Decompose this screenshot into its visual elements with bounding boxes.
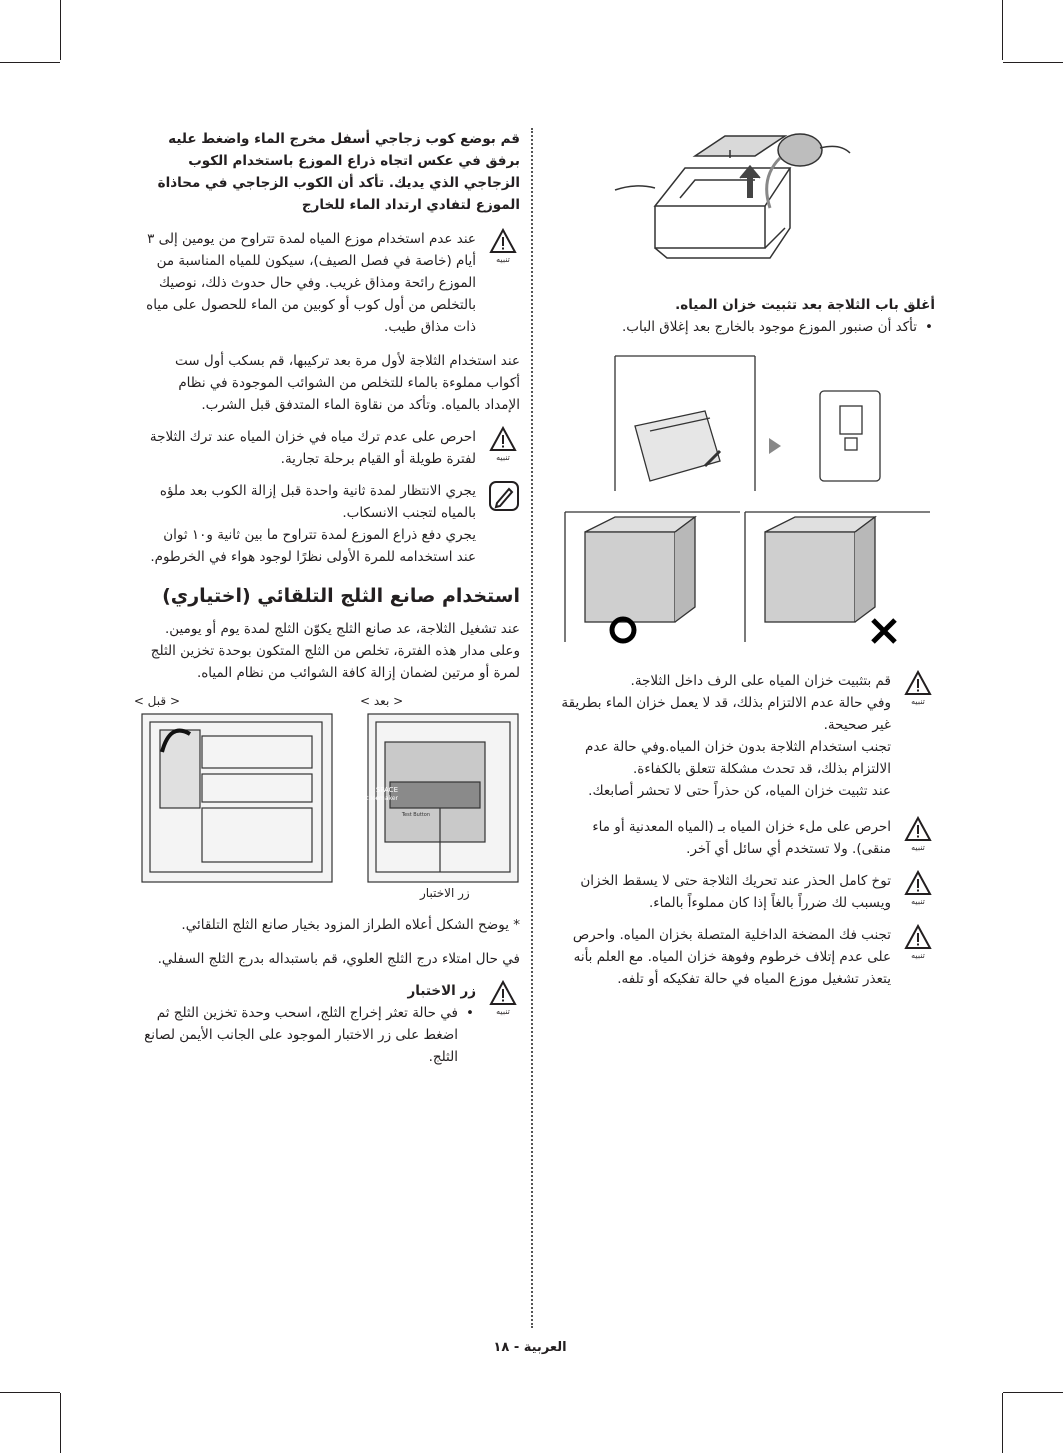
crop-mark <box>0 1392 60 1393</box>
warning-text: احرص على ملء خزان المياه بـ (المياه المعدنية أو ماء منقى). ولا تستخدم أي سائل أي آخر. <box>592 819 891 857</box>
warning-block <box>555 816 935 860</box>
crop-mark <box>0 62 60 63</box>
note-block <box>140 480 520 568</box>
first-use-paragraph: عند استخدام الثلاجة لأول مرة بعد تركيبها، قم بسكب أول ست أكواب مملوءة بالماء للتخلص من الشوائب الموجودة في نظام الإمداد بالمياه. وتأكد من نقاوة الماء المتدفق قبل الشرب. <box>175 353 520 413</box>
test-button-heading: زر الاختبار <box>407 983 476 999</box>
bullet-list <box>555 316 935 338</box>
warning-text: عند تثبيت خزان المياه، كن حذراً حتى لا تحشر أصابعك. <box>588 783 891 799</box>
intro-instructions: قم بوضع كوب زجاجي أسفل مخرج الماء واضغط عليه برفق في عكس اتجاه ذراع الموزع باستخدام الكوب الزجاجي الذي يديك. تأكد أن الكوب الزجاجي في محاذاة الموزع لتفادي ارتداد الماء للخارج <box>157 131 520 213</box>
warning-text: احرص على عدم ترك مياه في خزان المياه عند ترك الثلاجة لفترة طويلة أو القيام برحلة تجارية. <box>149 429 476 467</box>
warning-icon: تنبيه <box>901 670 935 707</box>
crop-mark <box>1003 1392 1063 1393</box>
tank-position-correct-incorrect <box>555 502 935 652</box>
note-pencil-icon <box>486 480 520 516</box>
crop-mark <box>1003 62 1063 63</box>
warning-text: تجنب فك المضخة الداخلية المتصلة بخزان المياه. واحرص على عدم إتلاف خرطوم وفوهة خزان المياه. مع العلم بأنه يتعذر تشغيل موزع المياه في حالة تفكيكه أو تلفه. <box>572 927 891 987</box>
warning-icon: تنبيه <box>901 816 935 853</box>
warning-block <box>555 670 935 802</box>
warning-block <box>555 924 935 990</box>
label-test-button: زر الاختبار <box>420 886 470 900</box>
column-divider <box>531 128 533 1328</box>
warning-text: قم بتثبيت خزان المياه على الرف داخل الثلاجة. <box>630 673 891 689</box>
note-text: يجري دفع ذراع الموزع لمدة تتراوح ما بين ثانية و١٠ ثوان عند استخدامه للمرة الأولى نظرًا لوجود هواء في الخرطوم. <box>150 527 476 565</box>
crop-mark <box>60 0 61 60</box>
incorrect-mark-icon <box>873 620 895 642</box>
panel-text-test: Test Button <box>401 812 430 818</box>
figure-caption-close-door: أغلق باب الثلاجة بعد تثبيت خزان المياه. <box>675 297 935 313</box>
warning-block <box>555 870 935 914</box>
bullet-dispenser-outside: • تأكد أن صنبور الموزع موجود بالخارج بعد إغلاق الباب. <box>555 316 935 338</box>
tray-paragraph: في حال امتلاء درج الثلج العلوي، قم باستبداله بدرج الثلج السفلي. <box>157 951 520 967</box>
crop-mark <box>1002 0 1003 60</box>
warning-icon: تنبيه <box>486 228 520 265</box>
footnote: * يوضح الشكل أعلاه الطراز المزود بخيار صانع الثلج التلقائي. <box>181 917 520 933</box>
warning-text: عند عدم استخدام موزع المياه لمدة تتراوح من يومين إلى ٣ أيام (خاصة في فصل الصيف)، سيكون للمياه المناسبة من الموزع رائحة ومذاق غريب. وفي حال حدوث ذلك، نوصيك بالتخلص من أول كوب أو كوبين من الماء للحصول على مياه ذات مذاق طيب. <box>146 231 476 335</box>
panel-text-compact: Compact Icemaker <box>341 795 398 802</box>
label-before: < قبل > <box>133 694 180 708</box>
warning-block <box>140 426 520 470</box>
right-column <box>555 128 935 998</box>
crop-mark <box>1002 1393 1003 1453</box>
tank-install-illustration <box>555 346 935 496</box>
label-after: < بعد > <box>360 694 404 708</box>
icemaker-paragraph: عند تشغيل الثلاجة، عد صانع الثلج يكوّن الثلج لمدة يوم أو يومين. وعلى مدار هذه الفترة، تخلص من الثلج المتكون بوحدة تخزين الثلج لمرة أو مرتين لضمان إزالة كافة الشوائب من نظام المياه. <box>150 621 520 681</box>
left-column <box>133 128 520 1076</box>
warning-block <box>140 980 520 1068</box>
warning-text: توخ كامل الحذر عند تحريك الثلاجة حتى لا يسقط الخزان ويسبب لك ضرراً بالغاً إذا كان مملوءاً بالماء. <box>580 873 891 911</box>
warning-icon: تنبيه <box>486 980 520 1017</box>
section-heading-icemaker: استخدام صانع الثلج التلقائي (اختياري) <box>162 585 520 607</box>
crop-mark <box>60 1393 61 1453</box>
warning-block <box>140 228 520 338</box>
icemaker-before-after-illustration <box>140 712 520 902</box>
warning-text: وفي حالة عدم الالتزام بذلك، قد لا يعمل خزان الماء بطريقة غير صحيحة. <box>561 695 891 733</box>
warning-text: تجنب استخدام الثلاجة بدون خزان المياه.وفي حالة عدم الالتزام بذلك، قد تحدث مشكلة تتعلق بالكفاءة. <box>585 739 891 777</box>
water-tank-fill-illustration <box>555 128 935 288</box>
icemaker-figures <box>133 694 520 904</box>
panel-text-space: SPACE <box>375 786 398 794</box>
page-number: العربية - ١٨ <box>493 1340 567 1355</box>
warning-icon: تنبيه <box>901 870 935 907</box>
test-button-bullet: • في حالة تعثر إخراج الثلج، اسحب وحدة تخزين الثلج ثم اضغط على زر الاختبار الموجود على الجانب الأيمن لصانع الثلج. <box>140 1002 476 1068</box>
note-text: يجري الانتظار لمدة ثانية واحدة قبل إزالة الكوب بعد ملؤه بالمياه لتجنب الانسكاب. <box>159 483 476 521</box>
warning-icon: تنبيه <box>486 426 520 463</box>
warning-icon: تنبيه <box>901 924 935 961</box>
